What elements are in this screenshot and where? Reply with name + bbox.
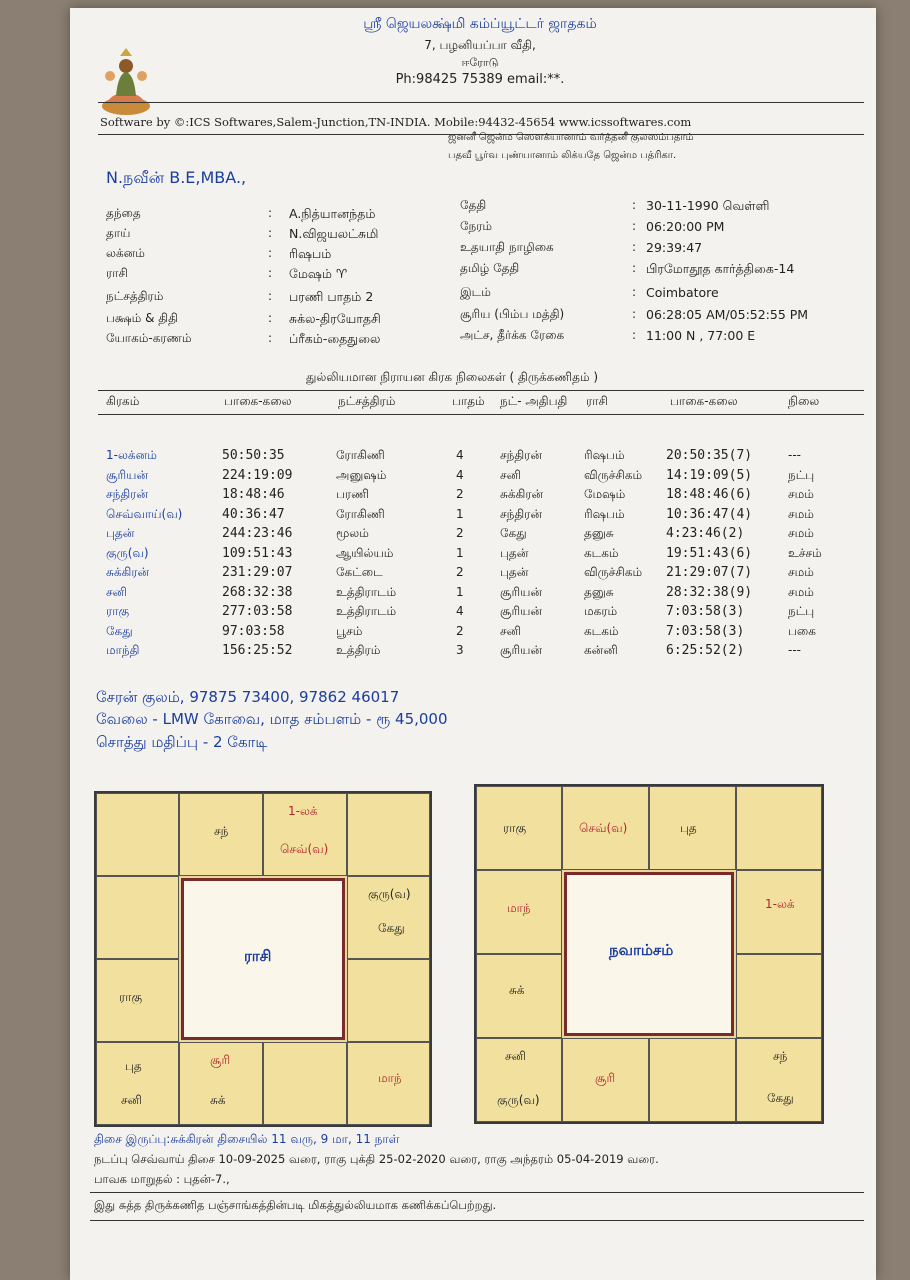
cell-rasi: தனுசு xyxy=(584,584,614,599)
table-row xyxy=(106,507,866,527)
cell-rasi-degree: 28:32:38(9) xyxy=(666,584,753,600)
planet-label: சுக் xyxy=(210,1093,226,1107)
cell-degree: 156:25:52 xyxy=(222,643,293,658)
detail-value: 30-11-1990 வெள்ளி xyxy=(646,198,770,213)
detail-label: யோகம்-கரணம் xyxy=(106,331,192,345)
cell-pada: 2 xyxy=(456,565,464,579)
cell-star: உத்திரம் xyxy=(336,643,381,657)
dasa-balance: திசை இருப்பு:சுக்கிரன் திசையில் 11 வரு, 9 மா, 11 நாள் xyxy=(94,1132,400,1146)
detail-value: பரணி பாதம் 2 xyxy=(289,289,374,304)
bhava-change: பாவக மாறுதல் : புதன்-7., xyxy=(94,1172,230,1186)
cell-planet: குரு(வ) xyxy=(106,545,149,560)
cell-rasi-degree: 20:50:35(7) xyxy=(666,448,753,463)
navamsa-house-aquarius xyxy=(476,870,562,954)
detail-label: ராசி xyxy=(106,266,128,280)
cell-rasi-degree: 6:25:52(2) xyxy=(666,643,745,658)
cell-status: நட்பு xyxy=(788,467,815,482)
planet-table xyxy=(106,448,866,663)
cell-star: உத்திராடம் xyxy=(336,584,397,599)
cell-rasi: ரிஷபம் xyxy=(584,506,625,521)
planet-label: சந் xyxy=(214,824,229,838)
detail-row: லக்னம் : ரிஷபம் xyxy=(106,246,332,261)
cell-rasi-degree: 10:36:47(4) xyxy=(666,506,753,522)
cell-lord: சந்திரன் xyxy=(500,506,543,521)
detail-value: 06:28:05 AM/05:52:55 PM xyxy=(646,307,809,322)
verse-line-1: ஜனனீ ஜென்ம ஸௌக்யானாம் வர்த்தனீ குலஸம்பதாம் xyxy=(448,132,694,143)
rasi-house-capricorn xyxy=(96,959,179,1042)
planet-label: சூரி xyxy=(210,1053,231,1067)
detail-row: யோகம்-கரணம் : ப்ரீகம்-தைதுலை xyxy=(106,331,381,346)
detail-label: உதயாதி நாழிகை xyxy=(460,240,554,254)
detail-row: நட்சத்திரம் : பரணி பாதம் 2 xyxy=(106,289,374,304)
details-left xyxy=(106,206,436,351)
cell-status: சமம் xyxy=(788,565,814,579)
planet-label: மாந் xyxy=(378,1071,402,1085)
rasi-house-aquarius xyxy=(96,876,179,959)
cell-rasi-degree: 7:03:58(3) xyxy=(666,623,745,639)
detail-label: தேதி xyxy=(460,198,487,212)
col-header: நட்சத்திரம் xyxy=(338,394,396,408)
cell-pada: 1 xyxy=(456,584,464,599)
col-header: நட்- அதிபதி xyxy=(500,394,568,408)
cell-lord: கேது xyxy=(500,526,527,540)
cell-rasi: தனுசு xyxy=(584,526,614,540)
note-line-1: சேரன் குலம், 97875 73400, 97862 46017 xyxy=(96,688,400,706)
detail-value: மேஷம் ♈ xyxy=(289,266,348,281)
cell-rasi-degree: 14:19:09(5) xyxy=(666,467,753,483)
navamsa-chart xyxy=(474,784,824,1124)
navamsa-title: நவாம்சம் xyxy=(609,941,674,959)
cell-pada: 2 xyxy=(456,623,464,638)
cell-planet: செவ்வாய்(வ) xyxy=(106,506,183,521)
detail-row: அட்ச, தீர்க்க ரேகை : 11:00 N , 77:00 E xyxy=(460,328,756,343)
table-row xyxy=(106,526,866,546)
cell-degree: 18:48:46 xyxy=(222,487,285,502)
planet-label: ராகு xyxy=(503,821,527,835)
lakshmi-logo xyxy=(100,46,152,118)
cell-rasi: கடகம் xyxy=(584,545,619,560)
rasi-title: ராசி xyxy=(244,947,272,965)
cell-rasi-degree: 7:03:58(3) xyxy=(666,604,745,619)
cell-star: கேட்டை xyxy=(336,565,383,579)
cell-rasi-degree: 19:51:43(6) xyxy=(666,545,753,561)
detail-label: இடம் xyxy=(460,285,491,299)
cell-lord: சூரியன் xyxy=(500,643,543,657)
rasi-house-taurus xyxy=(263,793,347,876)
col-header: ராசி xyxy=(586,394,608,408)
detail-value: Coimbatore xyxy=(646,285,719,300)
cell-pada: 4 xyxy=(456,467,464,482)
navamsa-house-leo xyxy=(736,954,822,1038)
detail-value: ப்ரீகம்-தைதுலை xyxy=(289,331,381,346)
cell-planet: சனி xyxy=(106,584,127,599)
navamsa-house-sagittarius xyxy=(476,1038,562,1122)
table-row xyxy=(106,624,866,644)
rasi-house-leo xyxy=(347,959,430,1042)
cell-pada: 1 xyxy=(456,506,464,521)
detail-row: தாய் : N.விஜயலட்சுமி xyxy=(106,226,379,241)
cell-rasi: கடகம் xyxy=(584,623,619,638)
cell-lord: புதன் xyxy=(500,545,529,560)
cell-star: ரோகிணி xyxy=(336,448,385,462)
cell-planet: புதன் xyxy=(106,526,135,540)
col-header: பாகை-கலை xyxy=(670,394,738,408)
cell-star: பூசம் xyxy=(336,623,363,638)
cell-star: ரோகிணி xyxy=(336,506,385,521)
cell-star: பரணி xyxy=(336,487,369,501)
planet-label: சனி xyxy=(121,1093,142,1107)
footer-rule xyxy=(90,1192,864,1193)
cell-degree: 109:51:43 xyxy=(222,545,293,561)
note-line-2: வேலை - LMW கோவை, மாத சம்பளம் - ரூ 45,000 xyxy=(96,710,448,728)
cell-status: சமம் xyxy=(788,584,814,599)
planet-label: புத xyxy=(125,1059,142,1073)
planet-label: குரு(வ) xyxy=(497,1093,540,1107)
planet-label: புத xyxy=(680,821,697,835)
navamsa-center xyxy=(564,872,734,1036)
col-header: நிலை xyxy=(788,394,820,408)
detail-value: சுக்ல-திரயோதசி xyxy=(289,311,381,326)
cell-planet: சுக்கிரன் xyxy=(106,565,150,579)
planet-label: சந் xyxy=(773,1049,788,1063)
detail-value: A.நித்யானந்தம் xyxy=(289,206,376,221)
planet-label: சுக் xyxy=(509,983,525,997)
cell-lord: புதன் xyxy=(500,565,529,579)
planet-label: சூரி xyxy=(595,1071,616,1085)
cell-lord: சூரியன் xyxy=(500,584,543,599)
detail-label: நட்சத்திரம் xyxy=(106,289,164,303)
cell-status: பகை xyxy=(788,623,816,638)
rasi-house-cancer xyxy=(347,876,430,959)
navamsa-house-cancer xyxy=(736,870,822,954)
detail-row: நேரம் : 06:20:00 PM xyxy=(460,219,725,234)
cell-lord: சனி xyxy=(500,623,521,638)
rasi-house-sagittarius xyxy=(96,1042,179,1125)
navamsa-house-scorpio xyxy=(562,1038,649,1122)
detail-row: ராசி : மேஷம் ♈ xyxy=(106,266,348,281)
cell-degree: 244:23:46 xyxy=(222,526,293,541)
table-row xyxy=(106,585,866,605)
table-row xyxy=(106,643,866,663)
cell-status: --- xyxy=(788,448,801,462)
detail-label: தமிழ் தேதி xyxy=(460,261,520,275)
planet-label: செவ்(வ) xyxy=(579,821,628,835)
cell-planet: சூரியன் xyxy=(106,467,149,482)
cell-star: அனுஷம் xyxy=(336,467,387,482)
note-line-3: சொத்து மதிப்பு - 2 கோடி xyxy=(96,733,268,751)
cell-lord: சனி xyxy=(500,467,521,482)
table-top-rule xyxy=(98,390,864,391)
detail-label: லக்னம் xyxy=(106,246,145,260)
lagna-label: 1-லக் xyxy=(288,804,318,818)
detail-value: ரிஷபம் xyxy=(289,246,332,261)
table-header-rule xyxy=(98,414,864,415)
cell-star: உத்திராடம் xyxy=(336,604,397,618)
navamsa-house-virgo xyxy=(736,1038,822,1122)
cell-degree: 97:03:58 xyxy=(222,623,285,639)
planet-label: சனி xyxy=(505,1049,526,1063)
cell-planet: மாந்தி xyxy=(106,643,140,657)
cell-rasi-degree: 4:23:46(2) xyxy=(666,526,745,541)
table-row xyxy=(106,468,866,488)
planet-label: குரு(வ) xyxy=(368,887,411,901)
rasi-house-aries xyxy=(179,793,263,876)
detail-row: தந்தை : A.நித்யானந்தம் xyxy=(106,206,376,221)
cell-pada: 4 xyxy=(456,448,464,462)
cell-degree: 50:50:35 xyxy=(222,448,285,463)
table-header-row xyxy=(106,394,866,412)
footer-bottom-rule xyxy=(90,1220,864,1221)
cell-status: சமம் xyxy=(788,487,814,501)
rasi-house-libra xyxy=(263,1042,347,1125)
table-title: துல்லியமான நிராயன கிரக நிலைகள் ( திருக்கணிதம் ) xyxy=(306,370,599,384)
detail-label: அட்ச, தீர்க்க ரேகை xyxy=(460,328,565,342)
navamsa-house-libra xyxy=(649,1038,736,1122)
detail-row: பக்ஷம் & திதி : சுக்ல-திரயோதசி xyxy=(106,311,381,326)
rasi-house-virgo xyxy=(347,1042,430,1125)
rasi-house-pisces xyxy=(96,793,179,876)
cell-status: சமம் xyxy=(788,526,814,540)
table-row xyxy=(106,546,866,566)
cell-degree: 268:32:38 xyxy=(222,584,293,600)
lagna-label: 1-லக் xyxy=(765,897,795,911)
planet-label: மாந் xyxy=(507,901,531,915)
detail-label: பக்ஷம் & திதி xyxy=(106,311,178,325)
table-row xyxy=(106,448,866,468)
horoscope-sheet xyxy=(70,8,876,1280)
col-header: கிரகம் xyxy=(106,394,140,408)
cell-rasi: விருச்சிகம் xyxy=(584,467,643,482)
navamsa-house-gemini xyxy=(736,786,822,870)
cell-status: சமம் xyxy=(788,506,814,521)
cell-rasi: விருச்சிகம் xyxy=(584,565,643,579)
detail-value: 06:20:00 PM xyxy=(646,219,725,234)
table-row xyxy=(106,565,866,585)
cell-planet: சந்திரன் xyxy=(106,487,149,501)
cell-pada: 2 xyxy=(456,526,464,540)
cell-lord: சூரியன் xyxy=(500,604,543,618)
details-right xyxy=(460,198,870,349)
navamsa-house-aries xyxy=(562,786,649,870)
cell-rasi: மகரம் xyxy=(584,604,618,618)
col-header: பாகை-கலை xyxy=(224,394,292,408)
detail-value: பிரமோதூத கார்த்திகை-14 xyxy=(646,261,795,276)
header-address-1: 7, பழனியப்பா வீதி, xyxy=(424,38,536,52)
current-dasa: நடப்பு செவ்வாய் திசை 10-09-2025 வரை, ராகு புக்தி 25-02-2020 வரை, ராகு அந்தரம் 05-04-2019 வரை. xyxy=(94,1152,659,1166)
detail-label: தந்தை xyxy=(106,206,141,220)
verse-line-2: பதவீ பூர்வ புண்யானாம் லிக்யதே ஜென்ம பத்ரிகா. xyxy=(448,150,677,161)
planet-label: கேது xyxy=(378,921,405,935)
navamsa-house-taurus xyxy=(649,786,736,870)
rasi-house-gemini xyxy=(347,793,430,876)
cell-rasi-degree: 21:29:07(7) xyxy=(666,565,753,580)
cell-lord: சந்திரன் xyxy=(500,448,543,462)
navamsa-house-capricorn xyxy=(476,954,562,1038)
detail-label: தாய் xyxy=(106,226,131,240)
cell-planet: 1-லக்னம் xyxy=(106,448,157,462)
cell-rasi-degree: 18:48:46(6) xyxy=(666,487,753,502)
cell-degree: 231:29:07 xyxy=(222,565,293,580)
cell-status: நட்பு xyxy=(788,604,815,618)
cell-star: மூலம் xyxy=(336,526,369,540)
detail-value: 11:00 N , 77:00 E xyxy=(646,328,756,343)
cell-star: ஆயில்யம் xyxy=(336,545,394,560)
cell-planet: ராகு xyxy=(106,604,130,618)
cell-degree: 40:36:47 xyxy=(222,506,285,522)
planet-label: கேது xyxy=(767,1091,794,1105)
cell-pada: 1 xyxy=(456,545,464,560)
rasi-house-scorpio xyxy=(179,1042,263,1125)
cell-planet: கேது xyxy=(106,623,133,638)
software-credit: Software by ©:ICS Softwares,Salem-Junction,TN-INDIA. Mobile:94432-45654 www.icssoftwares.com xyxy=(100,115,692,129)
detail-row: தமிழ் தேதி : பிரமோதூத கார்த்திகை-14 xyxy=(460,261,795,276)
table-row xyxy=(106,487,866,507)
cell-pada: 3 xyxy=(456,643,464,657)
cell-status: உச்சம் xyxy=(788,545,822,560)
navamsa-house-pisces xyxy=(476,786,562,870)
detail-row: இடம் : Coimbatore xyxy=(460,285,719,300)
detail-value: N.விஜயலட்சுமி xyxy=(289,226,379,241)
detail-row: தேதி : 30-11-1990 வெள்ளி xyxy=(460,198,770,213)
planet-label: ராகு xyxy=(119,990,143,1004)
cell-rasi: மேஷம் xyxy=(584,487,626,501)
detail-value: 29:39:47 xyxy=(646,240,703,255)
detail-label: சூரிய (பிம்ப மத்தி) xyxy=(460,307,565,321)
cell-lord: சுக்கிரன் xyxy=(500,487,544,501)
planet-label: செவ்(வ) xyxy=(280,842,329,856)
detail-row: சூரிய (பிம்ப மத்தி) : 06:28:05 AM/05:52:55 PM xyxy=(460,307,809,322)
cell-pada: 4 xyxy=(456,604,464,618)
header-phone: Ph:98425 75389 email:**. xyxy=(395,72,565,87)
accuracy-note: இது சுத்த திருக்கணித பஞ்சாங்கத்தின்படி மிகத்துல்லியமாக கணிக்கப்பெற்றது. xyxy=(94,1198,497,1212)
header-title: ஸ்ரீ ஜெயலக்ஷ்மி கம்ப்யூட்டர் ஜாதகம் xyxy=(363,16,597,32)
rasi-chart xyxy=(94,791,432,1127)
cell-rasi: கன்னி xyxy=(584,643,618,657)
cell-degree: 277:03:58 xyxy=(222,604,293,619)
cell-pada: 2 xyxy=(456,487,464,501)
cell-degree: 224:19:09 xyxy=(222,467,293,483)
detail-row: உதயாதி நாழிகை : 29:39:47 xyxy=(460,240,703,255)
header-address-2: ஈரோடு xyxy=(461,56,499,69)
cell-rasi: ரிஷபம் xyxy=(584,448,625,462)
header-rule xyxy=(98,102,864,103)
detail-label: நேரம் xyxy=(460,219,493,233)
rasi-center xyxy=(181,878,345,1040)
native-name: N.நவீன் B.E,MBA., xyxy=(106,168,247,187)
col-header: பாதம் xyxy=(452,394,485,408)
table-row xyxy=(106,604,866,624)
cell-status: --- xyxy=(788,643,801,657)
